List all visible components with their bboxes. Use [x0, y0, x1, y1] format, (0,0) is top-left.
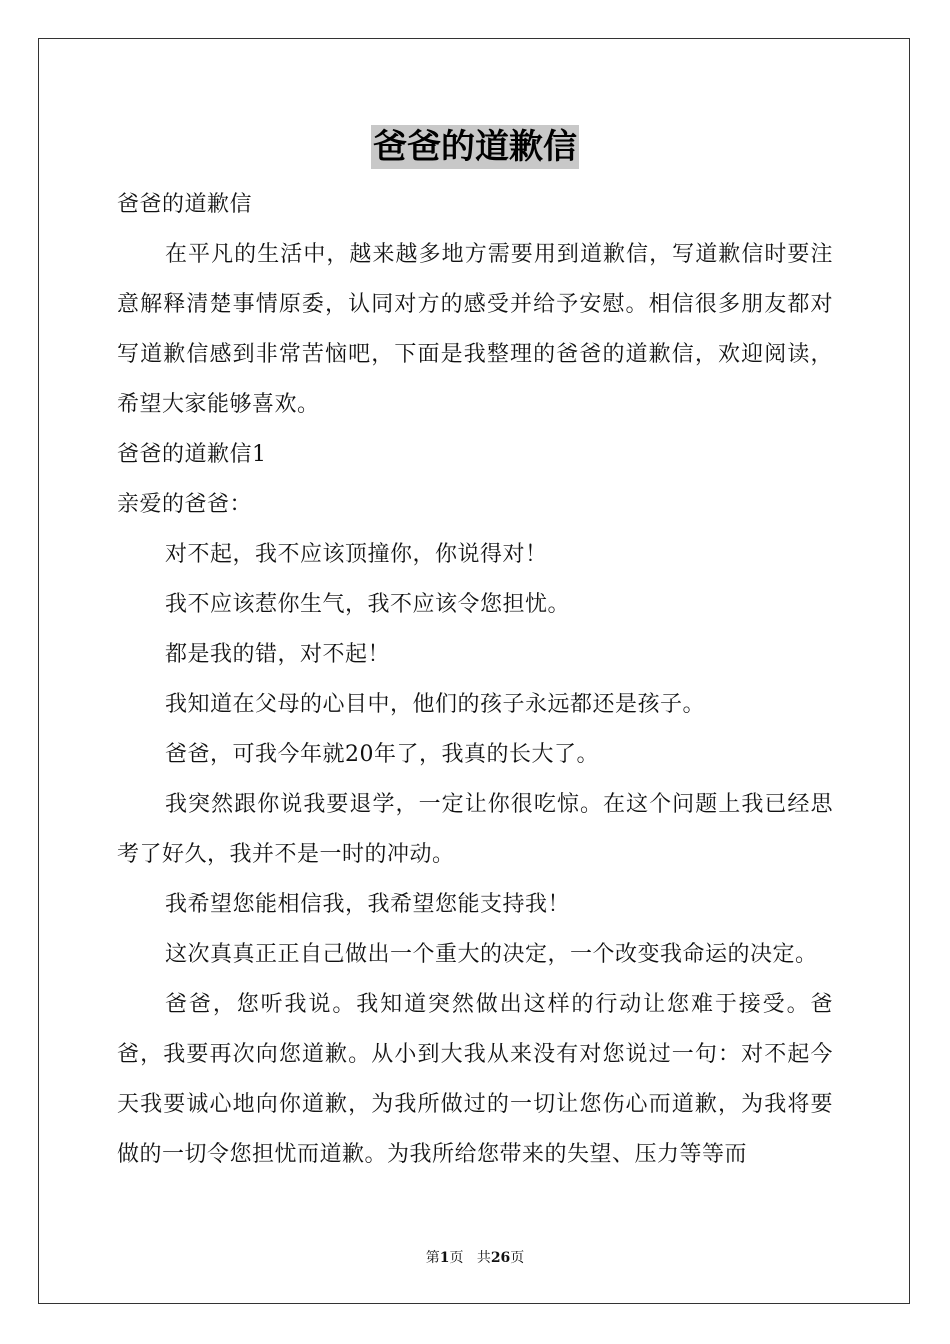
paragraph: 这次真真正正自己做出一个重大的决定，一个改变我命运的决定。	[165, 942, 818, 967]
page-footer	[0, 1247, 950, 1267]
paragraph: 对不起，我不应该顶撞你，你说得对！	[165, 542, 548, 567]
paragraph: 在平凡的生活中，越来越多地方需要用到道歉信，写道歉信时要注意解释清楚事情原委，认同对方的感受并给予安慰。相信很多朋友都对写道歉信感到非常苦恼吧，下面是我整理的爸爸的道歉信，欢迎阅读，希望大家能够喜欢。	[117, 242, 833, 417]
total-prefix: 共	[476, 1250, 491, 1266]
paragraph: 都是我的错，对不起！	[165, 642, 391, 667]
paragraph: 我希望您能相信我，我希望您能支持我！	[165, 892, 571, 917]
paragraph: 亲爱的爸爸：	[117, 492, 253, 517]
paragraph: 爸爸，可我今年就20年了，我真的长大了。	[165, 742, 599, 767]
title-container	[0, 125, 950, 169]
page-suffix: 页	[449, 1250, 464, 1266]
paragraph: 爸爸的道歉信1	[117, 442, 267, 467]
paragraph: 爸爸，您听我说。我知道突然做出这样的行动让您难于接受。爸爸，我要再次向您道歉。从小到大我从来没有对您说过一句：对不起今天我要诚心地向你道歉，为我所做过的一切让您伤心而道歉，为我将要做的一切令您担忧而道歉。为我所给您带来的失望、压力等等而	[117, 992, 833, 1167]
page-current: 1	[439, 1250, 450, 1266]
page-total: 26	[490, 1250, 511, 1266]
paragraph: 我不应该惹你生气，我不应该令您担忧。	[165, 592, 571, 617]
paragraph: 爸爸的道歉信	[117, 192, 253, 217]
document-title: 爸爸的道歉信	[373, 127, 577, 167]
paragraph: 我知道在父母的心目中，他们的孩子永远都还是孩子。	[165, 692, 706, 717]
document-body	[117, 180, 833, 1180]
paragraph: 我突然跟你说我要退学，一定让你很吃惊。在这个问题上我已经思考了好久，我并不是一时的冲动。	[117, 792, 833, 867]
total-suffix: 页	[510, 1250, 525, 1266]
page-prefix: 第	[425, 1250, 440, 1266]
